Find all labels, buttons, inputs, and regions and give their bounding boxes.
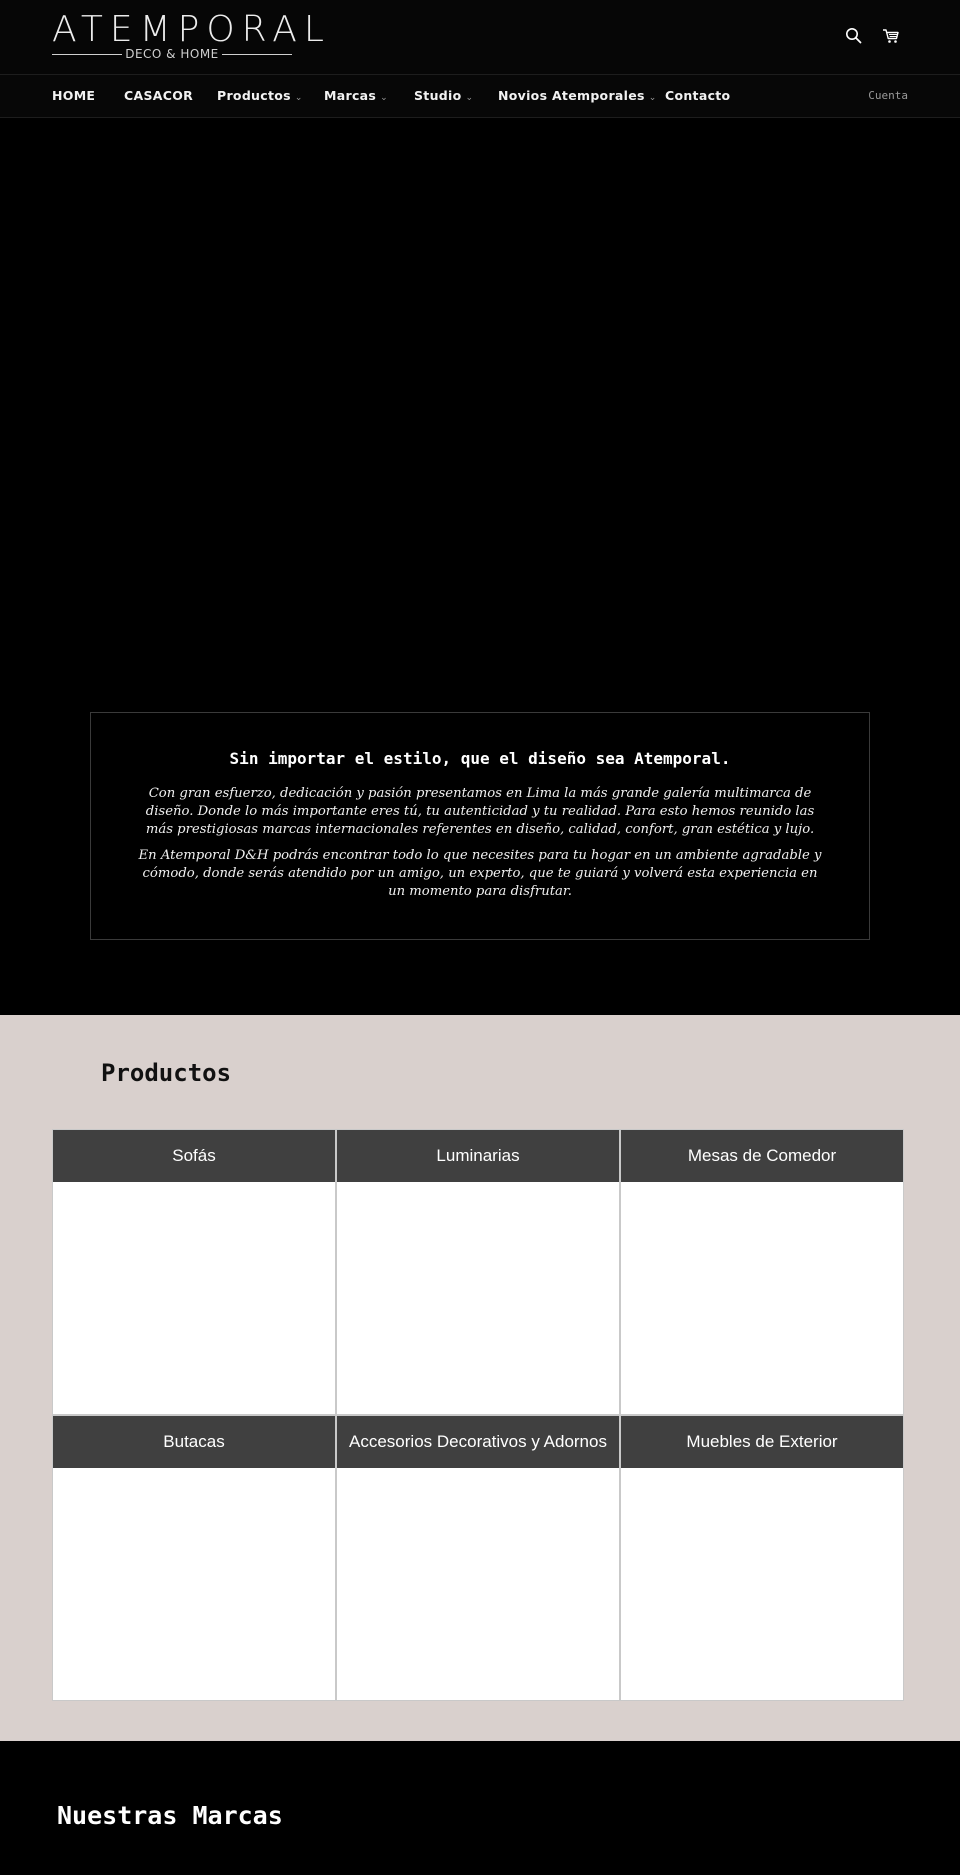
- hero-section: [0, 118, 960, 1015]
- nav-item-label: Marcas: [324, 88, 377, 103]
- nav-item-label: Studio: [414, 88, 462, 103]
- search-icon[interactable]: [844, 26, 864, 46]
- product-card-title: Luminarias: [337, 1130, 619, 1182]
- intro-paragraph: En Atemporal D&H podrás encontrar todo lo que necesites para tu hogar en un ambiente agradable y cómodo, donde serás atendido por un amigo, un experto, que te guiará y volverá esta experiencia en un momento para disfrutar.: [138, 848, 822, 899]
- product-card-butacas[interactable]: [52, 1415, 336, 1701]
- nav-item-label: Productos: [217, 88, 291, 103]
- product-card-mesas-comedor[interactable]: [620, 1129, 904, 1415]
- main-navigation: [0, 74, 960, 118]
- nav-item-contacto[interactable]: [665, 75, 730, 119]
- product-card-sofas[interactable]: [52, 1129, 336, 1415]
- logo-main-text: ATEMPORAL: [52, 9, 331, 50]
- intro-title: Sin importar el estilo, que el diseño sea Atemporal.: [229, 749, 731, 768]
- logo-sub-row: [52, 46, 292, 62]
- nav-item-label: HOME: [52, 88, 96, 103]
- nav-item-casacor[interactable]: [124, 75, 193, 119]
- nav-item-productos[interactable]: [217, 75, 303, 119]
- chevron-down-icon: ⌄: [380, 93, 388, 103]
- chevron-down-icon: ⌄: [294, 93, 303, 103]
- product-card-title: Mesas de Comedor: [621, 1130, 903, 1182]
- chevron-down-icon: ⌄: [648, 93, 657, 103]
- products-title: Productos: [101, 1059, 232, 1087]
- nav-item-marcas[interactable]: [324, 75, 388, 119]
- nav-item-label: Novios Atemporales: [498, 88, 645, 103]
- product-card-muebles-exterior[interactable]: [620, 1415, 904, 1701]
- logo-divider-right: [222, 54, 292, 55]
- brands-title: Nuestras Marcas: [57, 1801, 283, 1830]
- site-header: [0, 0, 960, 74]
- product-card-title: Accesorios Decorativos y Adornos: [337, 1416, 619, 1468]
- nav-item-label: Contacto: [665, 88, 731, 103]
- chevron-down-icon: ⌄: [465, 93, 474, 103]
- products-section: [0, 1015, 960, 1741]
- product-card-title: Sofás: [53, 1130, 335, 1182]
- product-card-accesorios[interactable]: [336, 1415, 620, 1701]
- account-link[interactable]: Cuenta: [868, 89, 908, 102]
- brands-section: [0, 1741, 960, 1875]
- nav-item-novios-atemporales[interactable]: [498, 75, 657, 119]
- nav-item-label: CASACOR: [124, 88, 194, 103]
- nav-item-studio[interactable]: [414, 75, 473, 119]
- logo-divider-left: [52, 54, 122, 55]
- product-card-title: Butacas: [53, 1416, 335, 1468]
- product-card-luminarias[interactable]: [336, 1129, 620, 1415]
- logo-sub-text: DECO & HOME: [125, 47, 219, 61]
- nav-item-home[interactable]: [52, 75, 95, 119]
- logo[interactable]: [52, 9, 331, 62]
- intro-box: [90, 712, 870, 940]
- product-card-title: Muebles de Exterior: [621, 1416, 903, 1468]
- cart-icon[interactable]: [881, 26, 901, 46]
- intro-paragraph: Con gran esfuerzo, dedicación y pasión presentamos en Lima la más grande galería multimarca de diseño. Donde lo más importante eres tú, tu autenticidad y tu realidad. Para esto hemos reunido las más prestigiosas marcas internacionales referentes en diseño, calidad, confort, gran estética y lujo.: [145, 786, 815, 837]
- products-grid: [52, 1129, 906, 1701]
